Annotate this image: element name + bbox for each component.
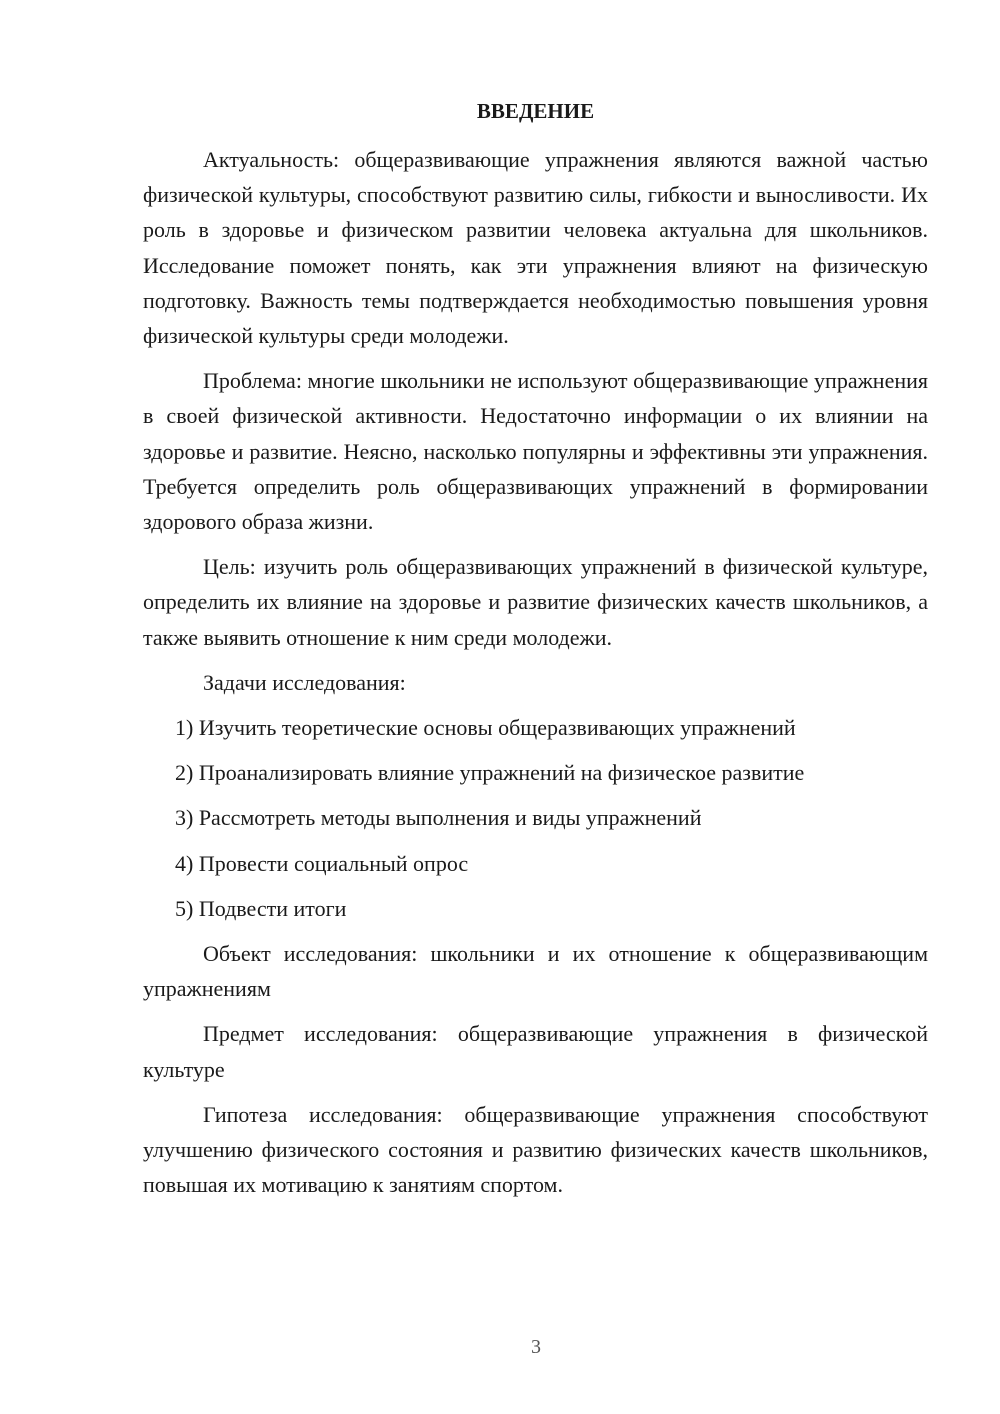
subject-paragraph: Предмет исследования: общеразвивающие упражнения в физической культуре (143, 1021, 928, 1082)
object-paragraph: Объект исследования: школьники и их отношение к общеразвивающим упражнениям (143, 941, 928, 1002)
page-title: ВВЕДЕНИЕ (476, 99, 595, 123)
hypothesis-paragraph: Гипотеза исследования: общеразвивающие упражнения способствуют улучшению физического состояния и развитию физических качеств школьников, повышая их мотивацию к занятиям спортом. (143, 1101, 928, 1198)
task-item-3: 3) Рассмотреть методы выполнения и виды упражнений (175, 805, 702, 831)
task-item-4: 4) Провести социальный опрос (175, 850, 469, 876)
document-body (143, 142, 928, 1212)
task-item-1: 1) Изучить теоретические основы общеразвивающих упражнений (175, 715, 796, 741)
relevance-paragraph: Актуальность: общеразвивающие упражнения являются важной частью физической культуры, способствуют развитию силы, гибкости и выносливости. Их роль в здоровье и физическом развитии человека актуальна для школьников. Исследование поможет понять, как эти упражнения влияют на физическую подготовку. Важность темы подтверждается необходимостью повышения уровня физической культуры среди молодежи. (143, 147, 928, 349)
task-item-5: 5) Подвести итоги (175, 895, 347, 921)
goal-paragraph: Цель: изучить роль общеразвивающих упражнений в физической культуре, определить их влияние на здоровье и развитие физических качеств школьников, а также выявить отношение к ним среди молодежи. (143, 554, 928, 650)
task-item-2: 2) Проанализировать влияние упражнений на физическое развитие (175, 760, 805, 786)
page-number: 3 (531, 1336, 541, 1358)
tasks-list (143, 710, 928, 926)
problem-paragraph: Проблема: многие школьники не используют общеразвивающие упражнения в своей физической активности. Недостаточно информации о их влиянии на здоровье и развитие. Неясно, насколько популярны и эффективны эти упражнения. Требуется определить роль общеразвивающих упражнений в формировании здорового образа жизни. (143, 368, 928, 535)
tasks-heading: Задачи исследования: (203, 669, 406, 695)
